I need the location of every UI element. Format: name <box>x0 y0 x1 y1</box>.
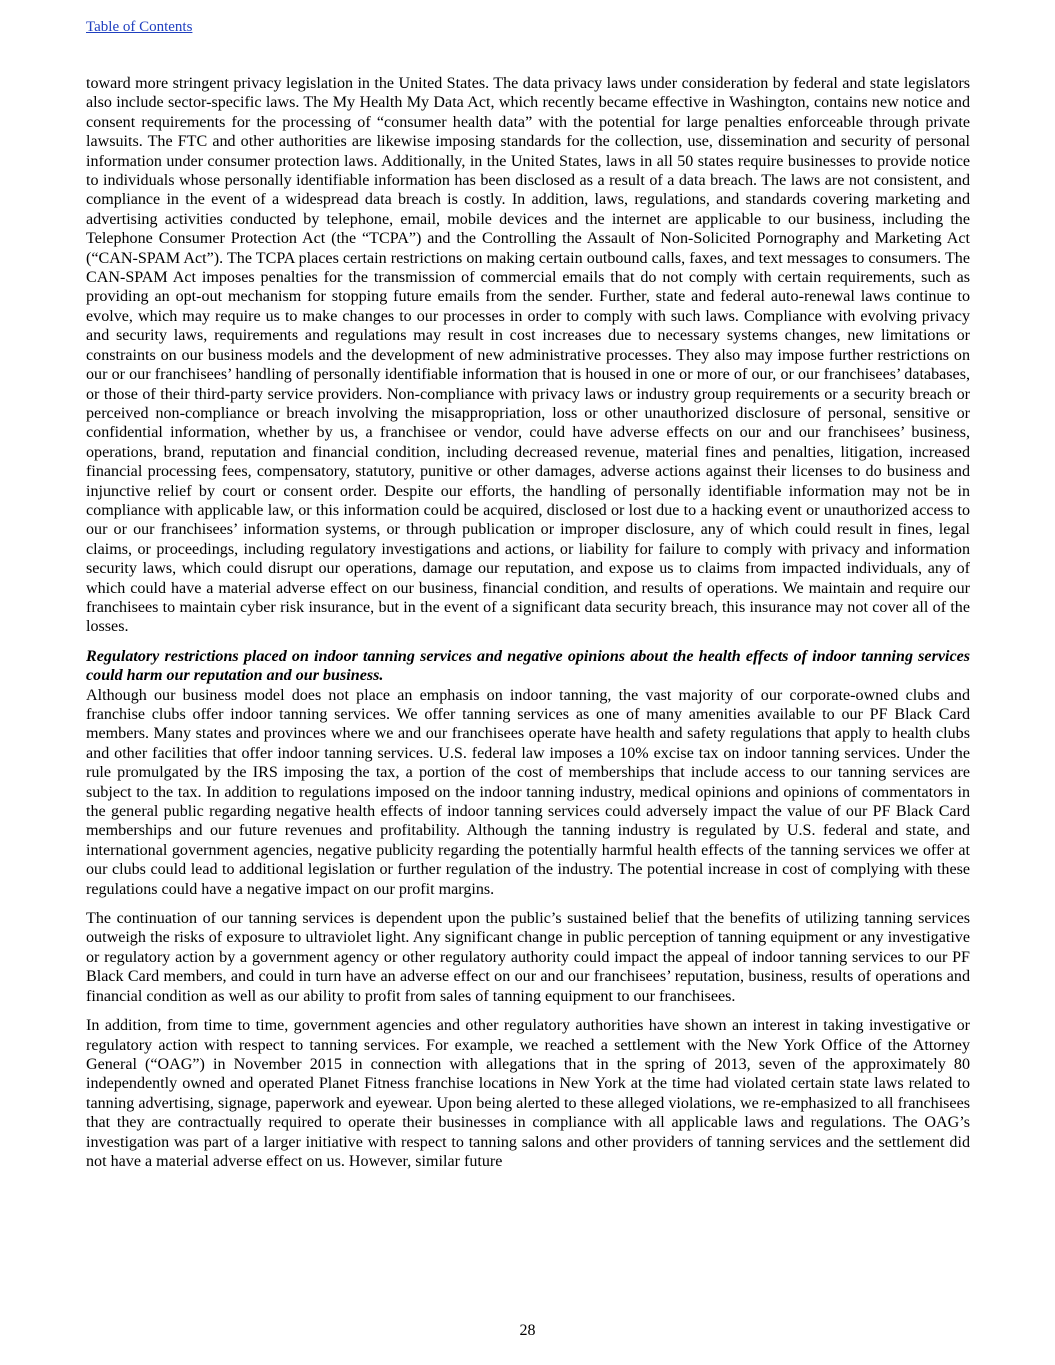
section-heading-tanning: Regulatory restrictions placed on indoor tanning services and negative opinions about the health effects of indoor tanning services could harm our reputation and our business. <box>86 647 970 685</box>
paragraph-privacy-laws: toward more stringent privacy legislation in the United States. The data privacy laws under consideration by federal and state legislators also include sector-specific laws. The My Health My Data Act, which recently became effective in Washington, contains new notice and consent requirements for the processing of “consumer health data” with the potential for large penalties enforceable through private lawsuits. The FTC and other authorities are likewise imposing standards for the collection, use, dissemination and security of personal information under consumer protection laws. Additionally, in the United States, laws in all 50 states require businesses to provide notice to individuals whose personally identifiable information has been disclosed as a result of a data breach. The laws are not consistent, and compliance in the event of a widespread data breach is costly. In addition, laws, regulations, and standards covering marketing and advertising activities conducted by telephone, email, mobile devices and the internet are applicable to our business, including the Telephone Consumer Protection Act (the “TCPA”) and the Controlling the Assault of Non-Solicited Pornography and Marketing Act (“CAN-SPAM Act”). The TCPA places certain restrictions on making certain outbound calls, faxes, and text messages to consumers. The CAN-SPAM Act imposes penalties for the transmission of commercial emails that do not comply with certain requirements, such as providing an opt-out mechanism for stopping future emails from the sender. Further, state and federal auto-renewal laws continue to evolve, which may require us to make changes to our processes in order to comply with such laws. Compliance with evolving privacy and security laws, requirements and regulations may result in cost increases due to necessary systems changes, new limitations or constraints on our business models and the development of new administrative processes. They also may impose further restrictions on our or our franchisees’ handling of personally identifiable information that is housed in one or more of our, or our franchisees’ databases, or those of their third-party service providers. Non-compliance with privacy laws or industry group requirements or a security breach or perceived non-compliance or breach involving the misappropriation, loss or other unauthorized disclosure of personal, sensitive or confidential information, whether by us, a franchisee or vendor, could have adverse effects on our and our franchisees’ business, operations, brand, reputation and financial condition, including decreased revenue, material fines and penalties, litigation, increased financial processing fees, compensatory, statutory, punitive or other damages, adverse actions against their licenses to do business and injunctive relief by court or consent order. Despite our efforts, the handling of personally identifiable information may not be in compliance with applicable law, or this information could be acquired, disclosed or lost due to a hacking event or unauthorized access to our or our franchisees’ information systems, or through publication or improper disclosure, any of which could result in fines, legal claims, or proceedings, including regulatory investigations and actions, or liability for failure to comply with privacy and information security laws, which could disrupt our operations, damage our reputation, and expose us to claims from impacted individuals, any of which could have a material adverse effect on our business, financial condition, and results of operations. We maintain and require our franchisees to maintain cyber risk insurance, but in the event of a significant data security breach, this insurance may not cover all of the losses. <box>86 75 970 636</box>
paragraph-tanning-regulation: Although our business model does not place an emphasis on indoor tanning, the vast majority of our corporate-owned clubs and franchise clubs offer indoor tanning services. We offer tanning services as one of many amenities available to our PF Black Card members. Many states and provinces where we and our franchisees operate have health and safety regulations that apply to health clubs and other facilities that offer indoor tanning services. U.S. federal law imposes a 10% excise tax on indoor tanning services. Under the rule promulgated by the IRS imposing the tax, a portion of the cost of memberships that include access to our tanning services are subject to the tax. In addition to regulations imposed on the indoor tanning industry, medical opinions and opinions of commentators in the general public regarding negative health effects of indoor tanning services could adversely impact the value of our PF Black Card memberships and our future revenues and profitability. Although the tanning industry is regulated by U.S. federal and state, and international government agencies, negative publicity regarding the potentially harmful health effects of the tanning services we offer at our clubs could lead to additional legislation or further regulation of the industry. The potential increase in cost of complying with these regulations could have a negative impact on our profit margins. <box>86 686 970 898</box>
paragraph-tanning-public-perception: The continuation of our tanning services is dependent upon the public’s sustained belief that the benefits of utilizing tanning services outweigh the risks of exposure to ultraviolet light. Any significant change in public perception of tanning equipment or any investigative or regulatory action by a government agency or other regulatory authority could impact the appeal of indoor tanning services to our PF Black Card members, and could in turn have an adverse effect on our and our franchisees’ reputation, business, results of operations and financial condition as well as our ability to profit from sales of tanning equipment to our franchisees. <box>86 910 970 1005</box>
document-body <box>86 74 970 1171</box>
paragraph-tanning-oag-settlement: In addition, from time to time, government agencies and other regulatory authorities have shown an interest in taking investigative or regulatory action with respect to tanning services. For example, we reached a settlement with the New York Office of the Attorney General (“OAG”) in November 2015 in connection with allegations that in the spring of 2013, seven of the approximately 80 independently owned and operated Planet Fitness franchise locations in New York at the time had violated certain state laws related to tanning advertising, signage, paperwork and eyewear. Upon being alerted to these alleged violations, we re-emphasized to all franchisees that they are contractually required to operate their businesses in compliance with all applicable laws and regulations. The OAG’s investigation was part of a larger initiative with respect to tanning salons and other providers of tanning services and the settlement did not have a material adverse effect on us. However, similar future <box>86 1017 970 1170</box>
table-of-contents-link[interactable]: Table of Contents <box>86 19 193 35</box>
page-number: 28 <box>519 1322 536 1339</box>
